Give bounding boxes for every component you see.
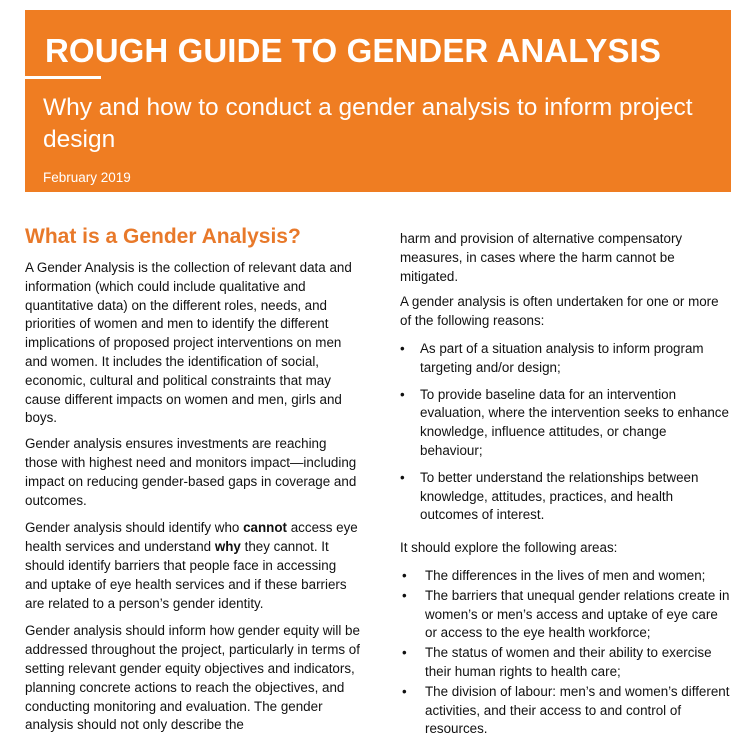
document-subtitle: Why and how to conduct a gender analysis to inform project design xyxy=(43,94,693,153)
bullet-icon: • xyxy=(400,340,405,356)
list-item: • To better understand the relationships between knowledge, attitudes, practices, and health outcomes of interest. xyxy=(400,469,699,523)
paragraph-areas-intro: It should explore the following areas: xyxy=(400,540,618,556)
right-column xyxy=(400,230,730,740)
areas-list xyxy=(400,567,730,739)
list-item: • The barriers that unequal gender relations create in women’s or men’s access and uptake of eye care or access to the eye health workforce; xyxy=(402,587,730,641)
bullet-icon: • xyxy=(400,469,405,485)
bullet-icon: • xyxy=(402,645,407,661)
bullet-icon: • xyxy=(402,587,407,603)
title-underline xyxy=(25,76,101,79)
paragraph-definition: A Gender Analysis is the collection of relevant data and information (which could include qualitative and quantitative data) on the different roles, needs, and priorities of women and men to identify the different implications of proposed project interventions on men and women. It includes the identification of social, economic, cultural and political constraints that may cause different impacts on women and men, girls and boys. xyxy=(25,260,352,426)
paragraph-identify-barriers: Gender analysis should identify who cannot access eye health services and understand why they cannot. It should identify barriers that people face in accessing and uptake of eye health services and if these barriers are related to a person’s gender identity. xyxy=(25,520,358,611)
list-item: • To provide baseline data for an intervention evaluation, where the intervention seeks to enhance knowledge, influence attitudes, or change behaviour; xyxy=(400,386,729,458)
list-item: • The differences in the lives of men and women; xyxy=(400,567,730,586)
bullet-icon: • xyxy=(400,386,405,402)
list-item: • As part of a situation analysis to inform program targeting and/or design; xyxy=(400,340,704,375)
paragraph-reasons-intro: A gender analysis is often undertaken for one or more of the following reasons: xyxy=(400,294,719,329)
paragraph-continued: harm and provision of alternative compensatory measures, in cases where the harm cannot be mitigated. xyxy=(400,231,683,284)
document-date: February 2019 xyxy=(43,170,131,185)
document-title: ROUGH GUIDE TO GENDER ANALYSIS xyxy=(45,32,662,69)
bullet-icon: • xyxy=(402,683,407,699)
title-banner xyxy=(25,10,731,192)
section-heading: What is a Gender Analysis? xyxy=(25,225,301,248)
left-column xyxy=(25,224,360,742)
list-item: • The division of labour: men’s and women’s different activities, and their access to and control of resources. xyxy=(402,683,730,737)
paragraph-gender-equity: Gender analysis should inform how gender equity will be addressed throughout the project, particularly in terms of setting relevant gender equity objectives and indicators, planning concrete actions to reach the objectives, and conducting monitoring and evaluation. The gender analysis should not only describe the xyxy=(25,623,360,733)
reasons-list xyxy=(400,340,730,525)
bullet-icon: • xyxy=(402,567,407,583)
paragraph-investments: Gender analysis ensures investments are reaching those with highest need and monitors impact—including impact on reducing gender-based gaps in coverage and outcomes. xyxy=(25,436,357,508)
list-item: • The status of women and their ability to exercise their human rights to health care; xyxy=(402,645,712,679)
emphasis-why: why xyxy=(214,539,241,555)
emphasis-cannot: cannot xyxy=(243,520,288,536)
